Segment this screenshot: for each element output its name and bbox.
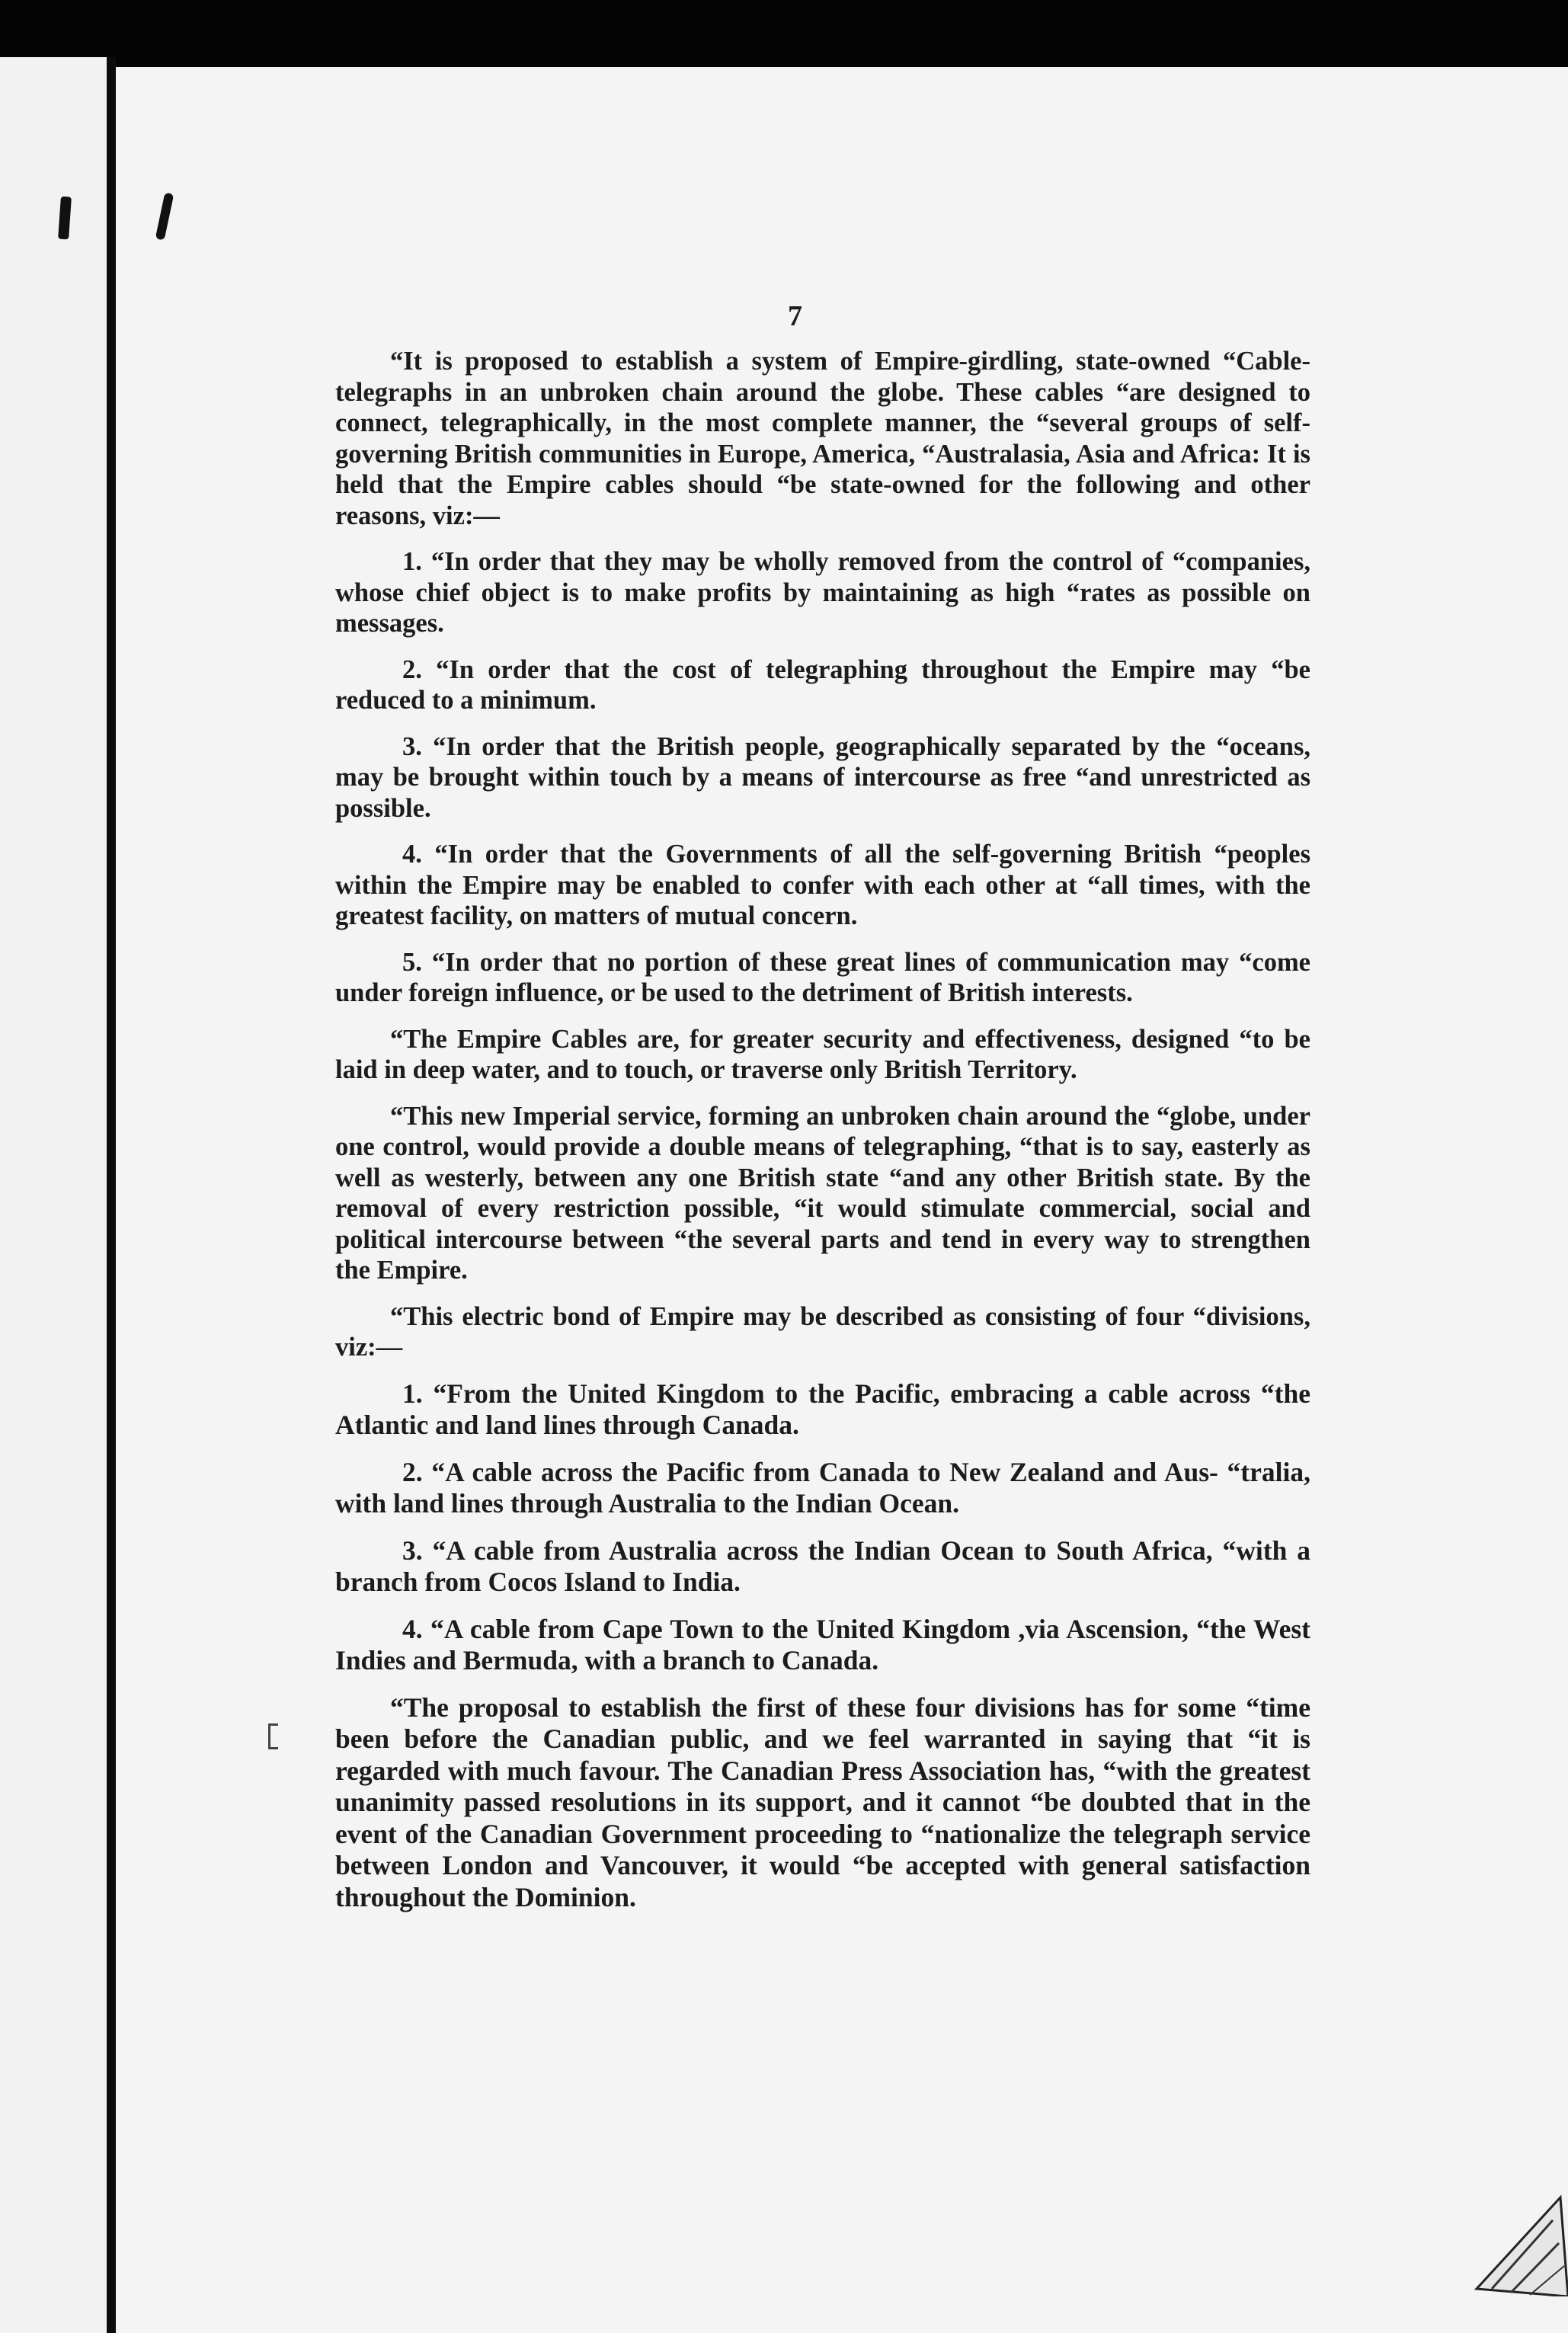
margin-bracket-mark [268,1723,278,1749]
reason-item-4: 4. “In order that the Governments of all the self-governing British “peoples within the Empire may be enabled to confer with each other at “all times, with the greatest facility, on matters of mutual concern. [335,840,1310,930]
page-corner-curl [1469,2182,1568,2296]
reason-item-3: 3. “In order that the British people, geographically separated by the “oceans, may be brought within touch by a means of intercourse as free “and unrestricted as possible. [335,731,1310,823]
reason-item-1: 1. “In order that they may be wholly removed from the control of “companies, whose chief object is to make profits by maintaining as high “rates as possible on messages. [335,547,1310,638]
body-text [335,346,1310,1928]
book-gutter [107,57,116,2333]
reason-item-2: 2. “In order that the cost of telegraphing throughout the Empire may “be reduced to a minimum. [335,654,1310,715]
paragraph-proposal: “The proposal to establish the first of these four divisions has for some “time been before the Canadian public, and we feel warranted in saying that “it is regarded with much favour. The Canadian Press Association has, “with the greatest unanimity passed resolutions in its support, and it cannot “be doubted that in the event of the Canadian Government proceeding to “nationalize the telegraph service between London and Vancouver, it would “be accepted with general satisfaction throughout the Dominion. [335,1691,1310,1912]
paragraph-deep-water: “The Empire Cables are, for greater security and effectiveness, designed “to be laid in deep water, and to touch, or traverse only British Territory. [335,1024,1310,1084]
division-item-2: 2. “A cable across the Pacific from Canada to New Zealand and Aus- “tralia, with land lines through Australia to the Indian Ocean. [335,1456,1310,1519]
previous-page-edge [0,57,107,2333]
paragraph-intro: “It is proposed to establish a system of Empire-girdling, state-owned “Cable-telegraphs in an unbroken chain around the globe. These cables “are designed to connect, telegraphically, in the most complete manner, the “several groups of self-governing British communities in Europe, America, “Australasia, Asia and Africa: It is held that the Empire cables should “be state-owned for the following and other reasons, viz:— [335,347,1310,530]
reason-item-5: 5. “In order that no portion of these great lines of communication may “come under foreign influence, or be used to the detriment of British interests. [335,947,1310,1007]
paragraph-divisions: “This electric bond of Empire may be described as consisting of four “divisions, viz:— [335,1301,1310,1362]
division-item-4: 4. “A cable from Cape Town to the United Kingdom ,via Ascension, “the West Indies and Bermuda, with a branch to Canada. [335,1613,1310,1675]
division-item-3: 3. “A cable from Australia across the Indian Ocean to South Africa, “with a branch from Cocos Island to India. [335,1535,1310,1597]
paragraph-imperial-service: “This new Imperial service, forming an unbroken chain around the “globe, under one control, would provide a double means of telegraphing, “that is to say, easterly as well as westerly, between any one British state “and any other British state. By the removal of every restriction possible, “it would stimulate commercial, social and political intercourse between “the several parts and tend in every way to strengthen the Empire. [335,1101,1310,1285]
division-item-1: 1. “From the United Kingdom to the Pacific, embracing a cable across “the Atlantic and land lines through Canada. [335,1378,1310,1440]
page-number: 7 [788,300,802,332]
